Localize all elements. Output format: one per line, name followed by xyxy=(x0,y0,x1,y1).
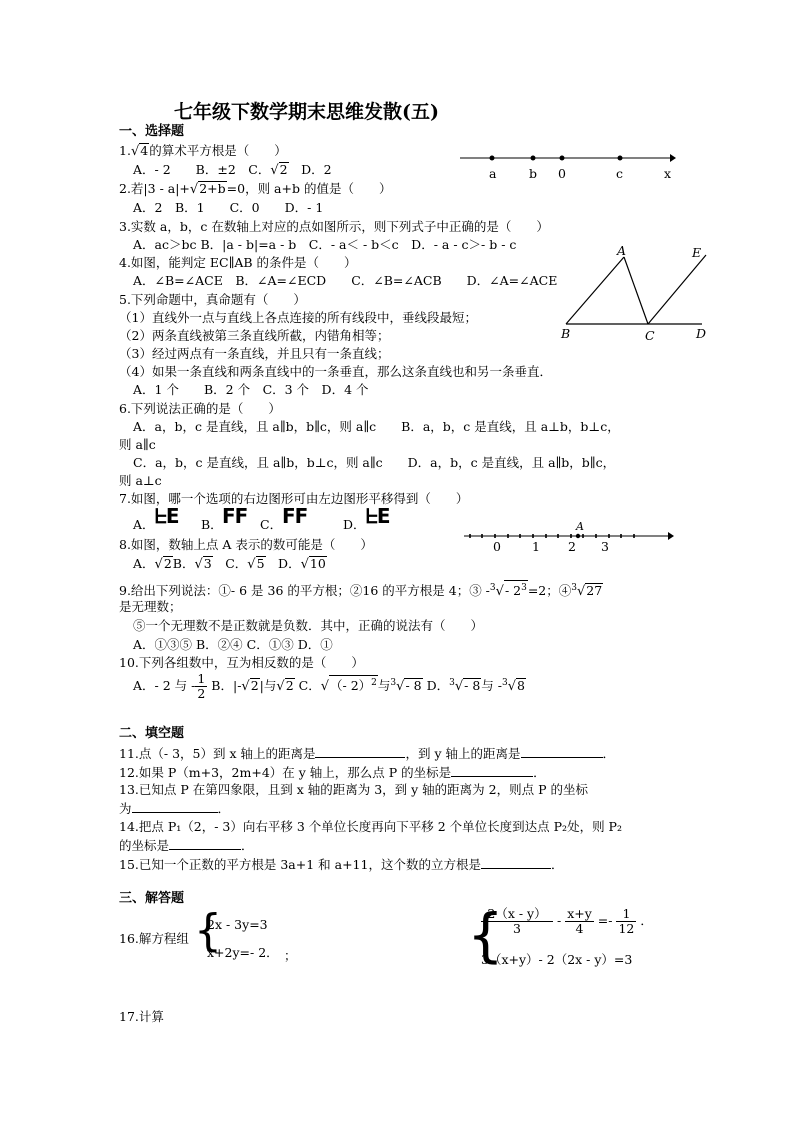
nl2-label-3: 3 xyxy=(601,539,609,554)
tri-label-a: A xyxy=(617,243,627,258)
question-17: 17.计算 xyxy=(119,1009,164,1024)
tri-label-e: E xyxy=(692,245,702,260)
question-3: 3.实数 a，b，c 在数轴上对应的点如图所示，则下列式子中正确的是（ ） xyxy=(119,219,549,234)
question-7-figure-d: ᖶE xyxy=(366,504,390,528)
nl1-label-c: c xyxy=(616,166,624,181)
nl2-label-a: A xyxy=(576,520,584,533)
question-7-figure-a: ᖶE xyxy=(155,504,179,528)
question-7-figure-b: FF xyxy=(222,504,248,528)
question-7-figure-c: FF xyxy=(282,504,308,528)
question-9-options: A．①③⑤ B．②④ C．①③ D．① xyxy=(133,637,333,652)
nl1-label-b: b xyxy=(529,166,538,181)
question-9-line-2: 是无理数； xyxy=(119,599,182,614)
question-11: 11.点（- 3，5）到 x 轴上的距离是 ，到 y 轴上的距离是 ． xyxy=(119,746,616,761)
question-15: 15.已知一个正数的平方根是 3a+1 和 a+11，这个数的立方根是 ． xyxy=(119,857,564,872)
point-c xyxy=(618,156,623,161)
page-title: 七年级下数学期末思维发散(五) xyxy=(174,101,439,123)
question-1-options: A．- 2 B．±2 C．√2 D．2 xyxy=(133,162,332,178)
tri-label-c: C xyxy=(645,328,655,343)
tri-label-b: B xyxy=(561,326,571,341)
system-2-eq-2: 3（x+y）- 2（2x - y）=3 xyxy=(481,952,633,967)
system-1-eq-1: 2x - 3y=3 xyxy=(207,917,268,932)
point-zero xyxy=(560,156,565,161)
question-13-line-2: 为 ． xyxy=(119,801,231,816)
nl1-label-a: a xyxy=(489,166,497,181)
tri-label-d: D xyxy=(696,326,707,341)
question-7-option-c: C． xyxy=(260,517,283,532)
question-1: 1.√4的算术平方根是（ ） xyxy=(119,143,287,159)
question-4-options: A．∠B=∠ACE B．∠A=∠ECD C．∠B=∠ACB D．∠A=∠ACE xyxy=(133,273,558,288)
nl2-label-2: 2 xyxy=(568,539,576,554)
question-12: 12.如果 P（m+3，2m+4）在 y 轴上，那么点 P 的坐标是 ． xyxy=(119,765,546,780)
question-5-line-2: （2）两条直线被第三条直线所截，内错角相等； xyxy=(119,328,390,343)
question-2-options: A．2 B．1 C．0 D．- 1 xyxy=(133,200,324,215)
question-6-line-4: 则 a⊥c xyxy=(119,473,162,488)
question-14-line-2: 的坐标是 ． xyxy=(119,838,254,853)
question-6-line-2: 则 a∥c xyxy=(119,437,156,452)
nl2-label-1: 1 xyxy=(532,539,540,554)
nl1-label-x: x xyxy=(664,166,672,181)
question-9-line-3: ⑤一个无理数不是正数就是负数．其中，正确的说法有（ ） xyxy=(133,618,484,633)
question-8: 8.如图，数轴上点 A 表示的数可能是（ ） xyxy=(119,537,373,552)
section-2-heading: 二、填空题 xyxy=(119,726,185,741)
system-1-eq-2: x+2y=- 2． xyxy=(207,945,279,960)
system-1-brace: { xyxy=(194,905,222,956)
question-7-option-a: A． xyxy=(133,517,155,532)
point-a xyxy=(490,156,495,161)
question-13-line-1: 13.已知点 P 在第四象限，且到 x 轴的距离为 3，到 y 轴的距离为 2，则点 P 的坐标 xyxy=(119,782,588,797)
question-2: 2.若|3 - a|+√2+b=0，则 a+b 的值是（ ） xyxy=(119,181,392,197)
system-1-separator: ； xyxy=(284,948,297,963)
question-10: 10.下列各组数中，互为相反数的是（ ） xyxy=(119,655,364,670)
question-5-options: A．1 个 B．2 个 C．3 个 D．4 个 xyxy=(133,382,369,397)
point-b xyxy=(531,156,536,161)
question-5: 5.下列命题中，真命题有（ ） xyxy=(119,292,306,307)
nl1-label-zero: 0 xyxy=(558,166,566,181)
nl2-label-0: 0 xyxy=(493,539,501,554)
question-5-line-1: （1）直线外一点与直线上各点连接的所有线段中，垂线段最短； xyxy=(119,310,477,325)
question-6-line-1: A．a，b，c 是直线，且 a∥b，b∥c，则 a∥c B．a，b，c 是直线，且 a⊥b，b⊥c， xyxy=(133,419,620,434)
question-7-option-d: D． xyxy=(343,517,366,532)
system-2-brace: { xyxy=(467,901,504,969)
system-2-eq-1: $\frac{2(x - y)}{3}$ - $\frac{x+y}{4}$ =- $\frac{1}{12}$ ． xyxy=(481,907,653,936)
question-4: 4.如图，能判定 EC∥AB 的条件是（ ） xyxy=(119,255,357,270)
section-1-heading: 一、选择题 xyxy=(119,124,185,139)
question-3-options: A．ac＞bc B．|a - b|=a - b C．- a＜ - b＜c D．- a - c＞- b - c xyxy=(133,237,517,252)
question-7-option-b: B． xyxy=(201,517,223,532)
question-14-line-1: 14.把点 P₁（2，- 3）向右平移 3 个单位长度再向下平移 2 个单位长度到达点 P₂处，则 P₂ xyxy=(119,819,622,834)
question-16-label: 16.解方程组 xyxy=(119,931,189,946)
question-8-options: A．√2B．√3 C．√5 D．√10 xyxy=(133,556,326,572)
question-9-line-1: 9.给出下列说法：①- 6 是 36 的平方根；②16 的平方根是 4；③ -$^3$√- $2^3=2$；④$^3$√27 xyxy=(119,580,603,600)
section-3-heading: 三、解答题 xyxy=(119,891,185,906)
question-10-options: A．- 2 与 - $\frac{1}{2}$ B．|-√2|与√2 C．√（- 2）$^2$与$^3$√- 8 D．$^3$√- 8与 -$^3$√8 xyxy=(133,671,525,701)
question-7: 7.如图，哪一个选项的右边图形可由左边图形平移得到（ ） xyxy=(119,491,469,506)
question-6: 6.下列说法正确的是（ ） xyxy=(119,401,281,416)
question-5-line-3: （3）经过两点有一条直线，并且只有一条直线； xyxy=(119,346,390,361)
question-6-line-3: C．a，b，c 是直线，且 a∥b，b⊥c，则 a∥c D．a，b，c 是直线，且 a∥b，b∥c， xyxy=(133,455,616,470)
question-5-line-4: （4）如果一条直线和两条直线中的一条垂直，那么这条直线也和另一条垂直． xyxy=(119,364,552,379)
